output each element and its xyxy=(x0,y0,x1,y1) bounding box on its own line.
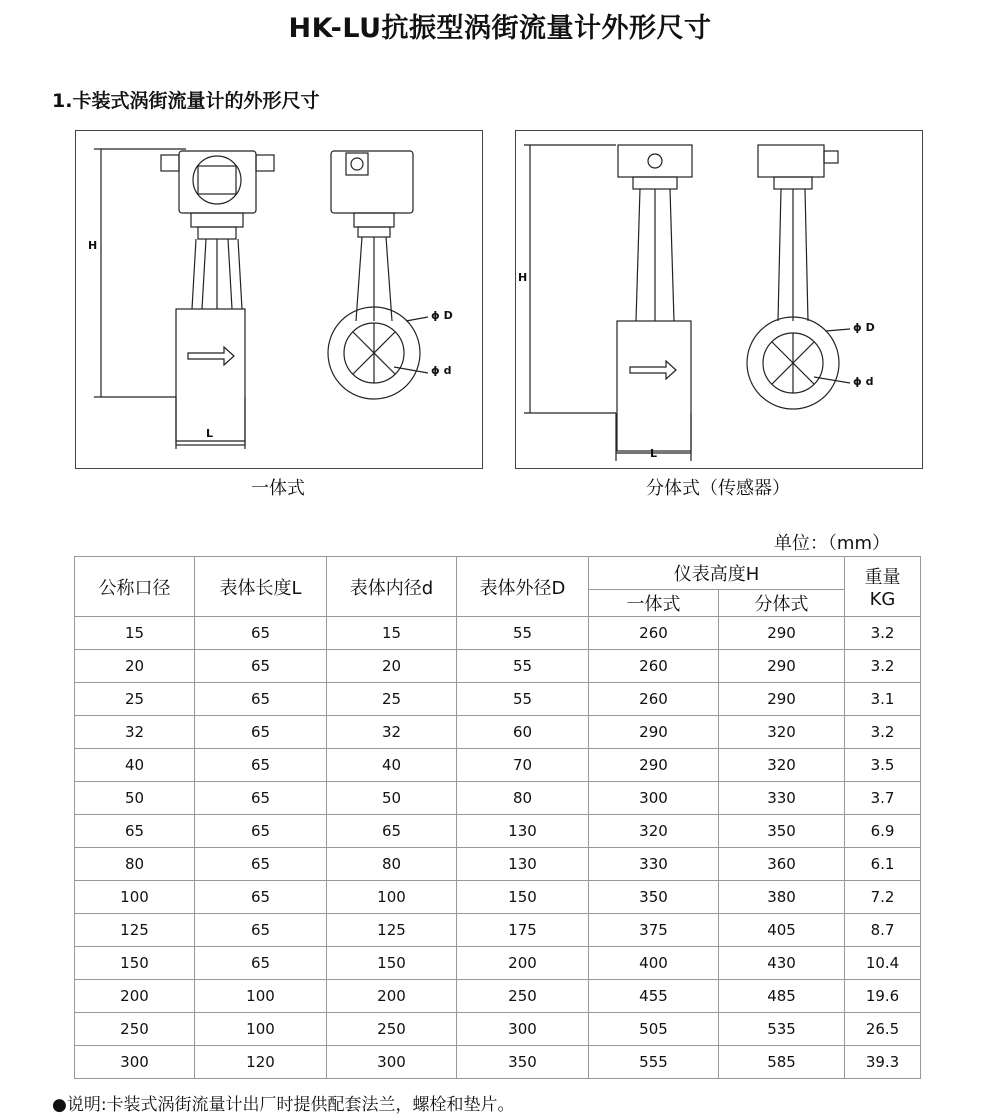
cell-inner-diameter: 200 xyxy=(327,980,457,1013)
cell-height-split: 290 xyxy=(719,683,845,716)
cell-nominal: 250 xyxy=(75,1013,195,1046)
cell-nominal: 125 xyxy=(75,914,195,947)
cell-nominal: 25 xyxy=(75,683,195,716)
cell-height-integrated: 350 xyxy=(589,881,719,914)
header-outer-diameter: 表体外径D xyxy=(457,557,589,617)
cell-height-integrated: 555 xyxy=(589,1046,719,1079)
cell-weight: 3.1 xyxy=(845,683,921,716)
cell-weight: 19.6 xyxy=(845,980,921,1013)
cell-nominal: 150 xyxy=(75,947,195,980)
table-row xyxy=(75,980,921,1013)
cell-inner-diameter: 50 xyxy=(327,782,457,815)
cell-length: 120 xyxy=(195,1046,327,1079)
header-length: 表体长度L xyxy=(195,557,327,617)
cell-length: 100 xyxy=(195,980,327,1013)
cell-nominal: 80 xyxy=(75,848,195,881)
table-row xyxy=(75,782,921,815)
dimension-table xyxy=(74,556,921,1079)
cell-weight: 6.9 xyxy=(845,815,921,848)
table-row xyxy=(75,1013,921,1046)
cell-length: 65 xyxy=(195,683,327,716)
cell-outer-diameter: 350 xyxy=(457,1046,589,1079)
cell-weight: 39.3 xyxy=(845,1046,921,1079)
cell-height-split: 485 xyxy=(719,980,845,1013)
table-row xyxy=(75,683,921,716)
cell-outer-diameter: 200 xyxy=(457,947,589,980)
section-title: 1.卡装式涡街流量计的外形尺寸 xyxy=(52,90,320,112)
cell-height-integrated: 330 xyxy=(589,848,719,881)
cell-inner-diameter: 100 xyxy=(327,881,457,914)
cell-weight: 3.2 xyxy=(845,650,921,683)
cell-height-split: 290 xyxy=(719,617,845,650)
unit-label: 单位：（mm） xyxy=(773,533,890,554)
cell-height-split: 430 xyxy=(719,947,845,980)
table-row xyxy=(75,749,921,782)
cell-weight: 10.4 xyxy=(845,947,921,980)
cell-weight: 3.2 xyxy=(845,617,921,650)
outer-diameter-label: ϕ D xyxy=(431,309,453,322)
cell-height-split: 405 xyxy=(719,914,845,947)
cell-length: 65 xyxy=(195,947,327,980)
cell-nominal: 200 xyxy=(75,980,195,1013)
cell-weight: 26.5 xyxy=(845,1013,921,1046)
cell-height-integrated: 260 xyxy=(589,617,719,650)
cell-height-integrated: 290 xyxy=(589,749,719,782)
table-row xyxy=(75,947,921,980)
inner-diameter-label: ϕ d xyxy=(853,375,874,388)
cell-height-integrated: 375 xyxy=(589,914,719,947)
cell-nominal: 50 xyxy=(75,782,195,815)
cell-length: 65 xyxy=(195,914,327,947)
cell-height-integrated: 320 xyxy=(589,815,719,848)
cell-length: 65 xyxy=(195,881,327,914)
cell-nominal: 100 xyxy=(75,881,195,914)
cell-height-split: 320 xyxy=(719,749,845,782)
cell-height-split: 585 xyxy=(719,1046,845,1079)
table-body xyxy=(75,617,921,1079)
cell-weight: 3.2 xyxy=(845,716,921,749)
cell-inner-diameter: 300 xyxy=(327,1046,457,1079)
cell-inner-diameter: 250 xyxy=(327,1013,457,1046)
cell-inner-diameter: 150 xyxy=(327,947,457,980)
cell-inner-diameter: 80 xyxy=(327,848,457,881)
integrated-diagram-panel xyxy=(75,130,483,469)
cell-inner-diameter: 20 xyxy=(327,650,457,683)
cell-length: 65 xyxy=(195,749,327,782)
cell-nominal: 300 xyxy=(75,1046,195,1079)
cell-length: 65 xyxy=(195,848,327,881)
cell-height-split: 330 xyxy=(719,782,845,815)
cell-inner-diameter: 65 xyxy=(327,815,457,848)
cell-length: 100 xyxy=(195,1013,327,1046)
cell-outer-diameter: 80 xyxy=(457,782,589,815)
cell-inner-diameter: 25 xyxy=(327,683,457,716)
l-dimension-label: L xyxy=(206,427,214,440)
cell-length: 65 xyxy=(195,650,327,683)
header-nominal: 公称口径 xyxy=(75,557,195,617)
cell-length: 65 xyxy=(195,617,327,650)
header-weight-line2: KG xyxy=(869,589,896,610)
cell-height-split: 320 xyxy=(719,716,845,749)
inner-diameter-label: ϕ d xyxy=(431,364,452,377)
cell-weight: 6.1 xyxy=(845,848,921,881)
cell-height-split: 290 xyxy=(719,650,845,683)
table-row xyxy=(75,914,921,947)
table-row xyxy=(75,815,921,848)
header-weight xyxy=(845,557,921,617)
cell-nominal: 65 xyxy=(75,815,195,848)
cell-nominal: 32 xyxy=(75,716,195,749)
cell-outer-diameter: 130 xyxy=(457,848,589,881)
header-height-split: 分体式 xyxy=(719,590,845,617)
cell-weight: 7.2 xyxy=(845,881,921,914)
cell-nominal: 20 xyxy=(75,650,195,683)
h-dimension-label: H xyxy=(88,239,98,252)
integrated-diagram xyxy=(76,131,482,468)
cell-weight: 3.5 xyxy=(845,749,921,782)
cell-height-split: 360 xyxy=(719,848,845,881)
cell-weight: 3.7 xyxy=(845,782,921,815)
header-height: 仪表高度H xyxy=(589,557,845,590)
table-row xyxy=(75,881,921,914)
l-dimension-label: L xyxy=(650,447,658,460)
cell-length: 65 xyxy=(195,716,327,749)
cell-inner-diameter: 125 xyxy=(327,914,457,947)
cell-height-integrated: 290 xyxy=(589,716,719,749)
cell-outer-diameter: 175 xyxy=(457,914,589,947)
cell-length: 65 xyxy=(195,782,327,815)
cell-length: 65 xyxy=(195,815,327,848)
cell-height-split: 380 xyxy=(719,881,845,914)
outer-diameter-label: ϕ D xyxy=(853,321,875,334)
h-dimension-label: H xyxy=(518,271,528,284)
cell-outer-diameter: 150 xyxy=(457,881,589,914)
cell-height-integrated: 300 xyxy=(589,782,719,815)
table-row xyxy=(75,1046,921,1079)
cell-nominal: 15 xyxy=(75,617,195,650)
cell-outer-diameter: 55 xyxy=(457,617,589,650)
cell-height-integrated: 455 xyxy=(589,980,719,1013)
cell-outer-diameter: 130 xyxy=(457,815,589,848)
cell-outer-diameter: 250 xyxy=(457,980,589,1013)
cell-height-integrated: 505 xyxy=(589,1013,719,1046)
cell-outer-diameter: 300 xyxy=(457,1013,589,1046)
cell-inner-diameter: 15 xyxy=(327,617,457,650)
integrated-caption: 一体式 xyxy=(251,478,305,499)
cell-outer-diameter: 55 xyxy=(457,650,589,683)
cell-height-integrated: 400 xyxy=(589,947,719,980)
cell-height-split: 350 xyxy=(719,815,845,848)
cell-height-split: 535 xyxy=(719,1013,845,1046)
cell-inner-diameter: 32 xyxy=(327,716,457,749)
header-height-integrated: 一体式 xyxy=(589,590,719,617)
table-row xyxy=(75,617,921,650)
cell-outer-diameter: 55 xyxy=(457,683,589,716)
cell-inner-diameter: 40 xyxy=(327,749,457,782)
split-diagram-panel xyxy=(515,130,923,469)
split-diagram xyxy=(516,131,922,468)
table-row xyxy=(75,848,921,881)
cell-outer-diameter: 60 xyxy=(457,716,589,749)
split-caption: 分体式（传感器） xyxy=(646,478,790,499)
cell-height-integrated: 260 xyxy=(589,650,719,683)
page-title: HK-LU抗振型涡街流量计外形尺寸 xyxy=(288,13,712,44)
header-inner-diameter: 表体内径d xyxy=(327,557,457,617)
table-row xyxy=(75,650,921,683)
cell-height-integrated: 260 xyxy=(589,683,719,716)
cell-outer-diameter: 70 xyxy=(457,749,589,782)
cell-weight: 8.7 xyxy=(845,914,921,947)
header-weight-line1: 重量 xyxy=(864,567,901,588)
footnote: ●说明:卡装式涡街流量计出厂时提供配套法兰，螺栓和垫片。 xyxy=(52,1095,515,1115)
cell-nominal: 40 xyxy=(75,749,195,782)
table-row xyxy=(75,716,921,749)
